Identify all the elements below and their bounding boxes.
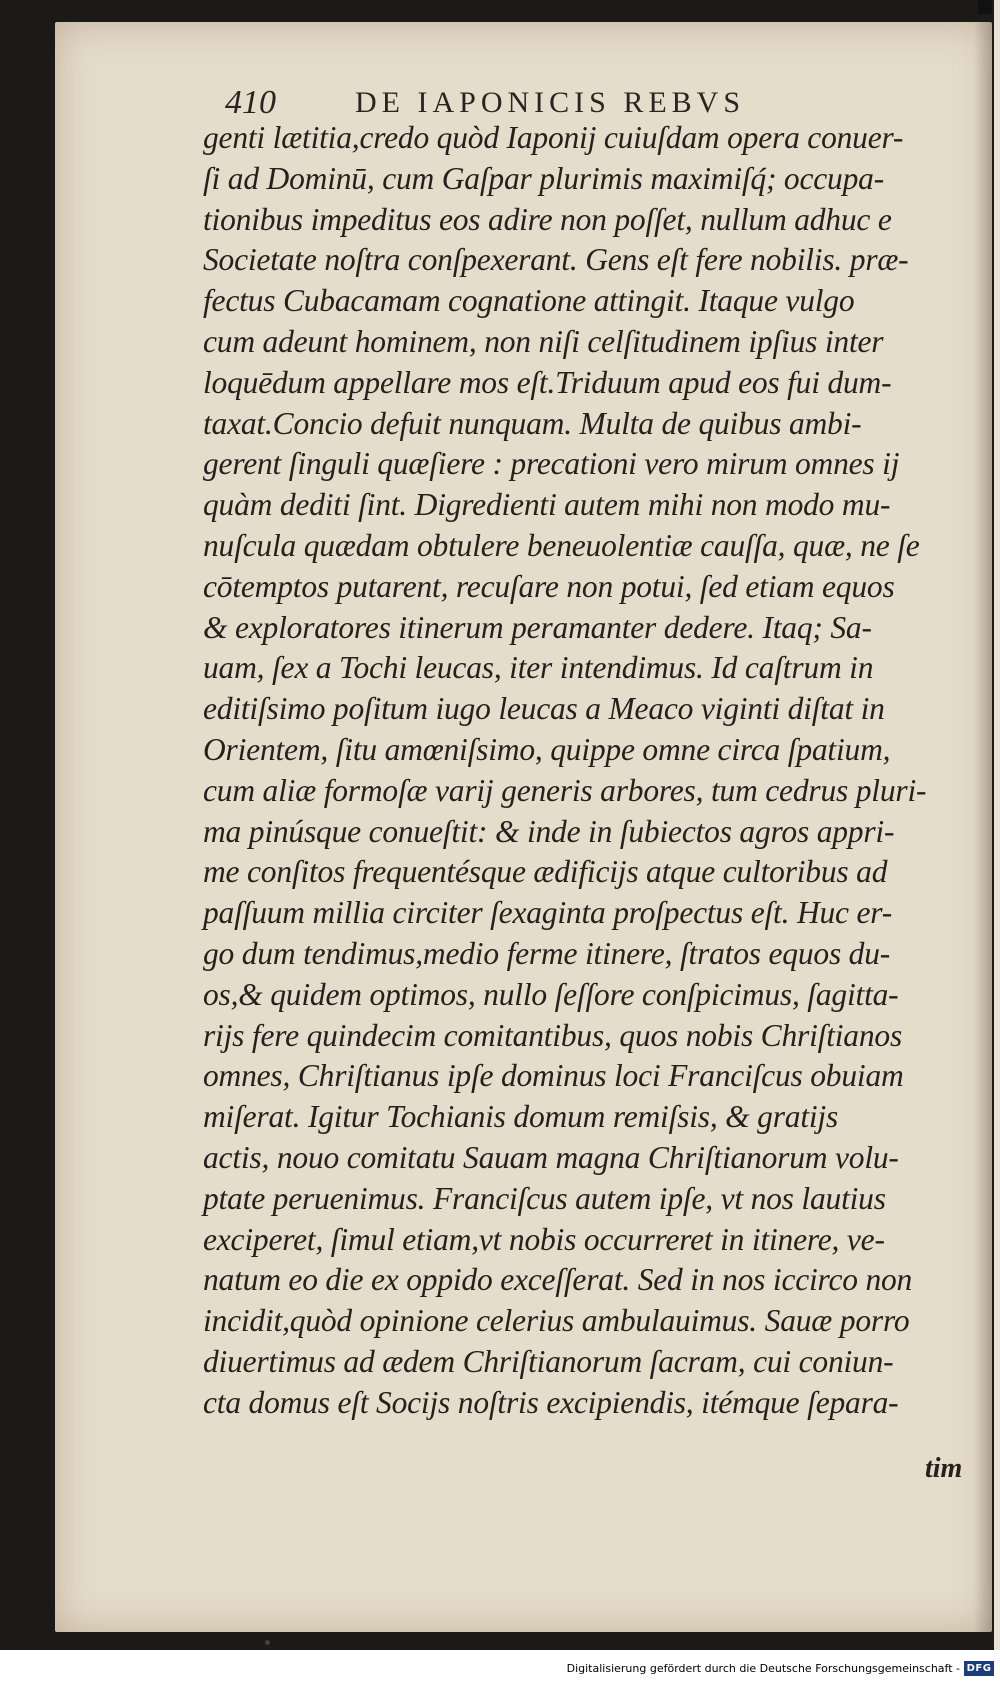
text-line: editiſsimo poſitum iugo leucas a Meaco viginti diſtat in (203, 691, 885, 727)
text-line: Societate noſtra conſpexerant. Gens eſt fere nobilis. præ- (203, 242, 909, 278)
text-line: exciperet, ſimul etiam,vt nobis occurreret in itinere, ve- (203, 1221, 885, 1257)
text-line: rijs fere quindecim comitantibus, quos nobis Chriſtianos (203, 1017, 903, 1053)
text-line: uam, ſex a Tochi leucas, iter intendimus. Id caſtrum in (203, 650, 874, 686)
text-line: cum aliæ formoſæ varij generis arbores, tum cedrus pluri- (203, 772, 927, 808)
body-text (203, 118, 943, 1424)
scan-corner-mark (978, 0, 992, 14)
catchword: tim (925, 1453, 963, 1484)
text-line: cōtemptos putarent, recuſare non potui, ſed etiam equos (203, 568, 895, 604)
text-line: ſi ad Dominū, cum Gaſpar plurimis maximiſq́; occupa- (203, 160, 884, 196)
text-line: cta domus eſt Socijs noſtris excipiendis, itémque ſepara- (203, 1384, 899, 1420)
footer (0, 1650, 1000, 1692)
text-line: tionibus impeditus eos adire non poſſet, nullum adhuc e (203, 201, 892, 237)
text-line: Orientem, ſitu amœniſsimo, quippe omne circa ſpatium, (203, 731, 891, 767)
text-line: cum adeunt hominem, non niſi celſitudinem ipſius inter (203, 323, 884, 359)
text-line: & exploratores itinerum peramanter dedere. Itaq; Sa- (203, 609, 872, 645)
text-line: os,& quidem optimos, nullo ſeſſore conſpicimus, ſagitta- (203, 976, 899, 1012)
text-line: go dum tendimus,medio ferme itinere, ſtratos equos du- (203, 935, 891, 971)
text-line: omnes, Chriſtianus ipſe dominus loci Franciſcus obuiam (203, 1058, 904, 1094)
text-line: genti lætitia,credo quòd Iaponij cuiuſdam opera conuer- (203, 120, 904, 155)
page-number: 410 (225, 84, 276, 121)
text-line: quàm dediti ſint. Digredienti autem mihi non modo mu- (203, 487, 891, 523)
footer-credit: Digitalisierung gefördert durch die Deutsche Forschungsgemeinschaft - (566, 1662, 960, 1675)
text-line: nuſcula quædam obtulere beneuolentiæ cauſſa, quæ, ne ſe (203, 527, 920, 563)
running-head: DE IAPONICIS REBVS (355, 86, 746, 119)
text-line: fectus Cubacamam cognatione attingit. Itaque vulgo (203, 283, 855, 319)
text-line: incidit,quòd opinione celerius ambulauimus. Sauæ porro (203, 1303, 910, 1339)
text-line: me conſitos frequentésque ædificijs atque cultoribus ad (203, 854, 888, 890)
text-line: natum eo die ex oppido exceſſerat. Sed in nos iccirco non (203, 1262, 913, 1298)
text-line: ma pinúsque conueſtit: & inde in ſubiectos agros appri- (203, 813, 895, 849)
ink-spot (265, 1640, 270, 1645)
text-line: miſerat. Igitur Tochianis domum remiſsis, & gratijs (203, 1099, 839, 1135)
text-line: actis, nouo comitatu Sauam magna Chriſtianorum volu- (203, 1139, 899, 1175)
text-line: loquēdum appellare mos eſt.Triduum apud eos fui dum- (203, 364, 892, 400)
text-line: gerent ſinguli quæſiere : precationi vero mirum omnes ij (203, 446, 900, 482)
text-line: diuertimus ad ædem Chriſtianorum ſacram, cui coniun- (203, 1343, 894, 1379)
text-line: paſſuum millia circiter ſexaginta proſpectus eſt. Huc er- (203, 895, 892, 931)
text-line: taxat.Concio defuit nunquam. Multa de quibus ambi- (203, 405, 862, 441)
dfg-logo: DFG (964, 1661, 994, 1676)
scan-edge (994, 0, 1000, 1650)
text-line: ptate peruenimus. Franciſcus autem ipſe, vt nos lautius (203, 1180, 886, 1216)
